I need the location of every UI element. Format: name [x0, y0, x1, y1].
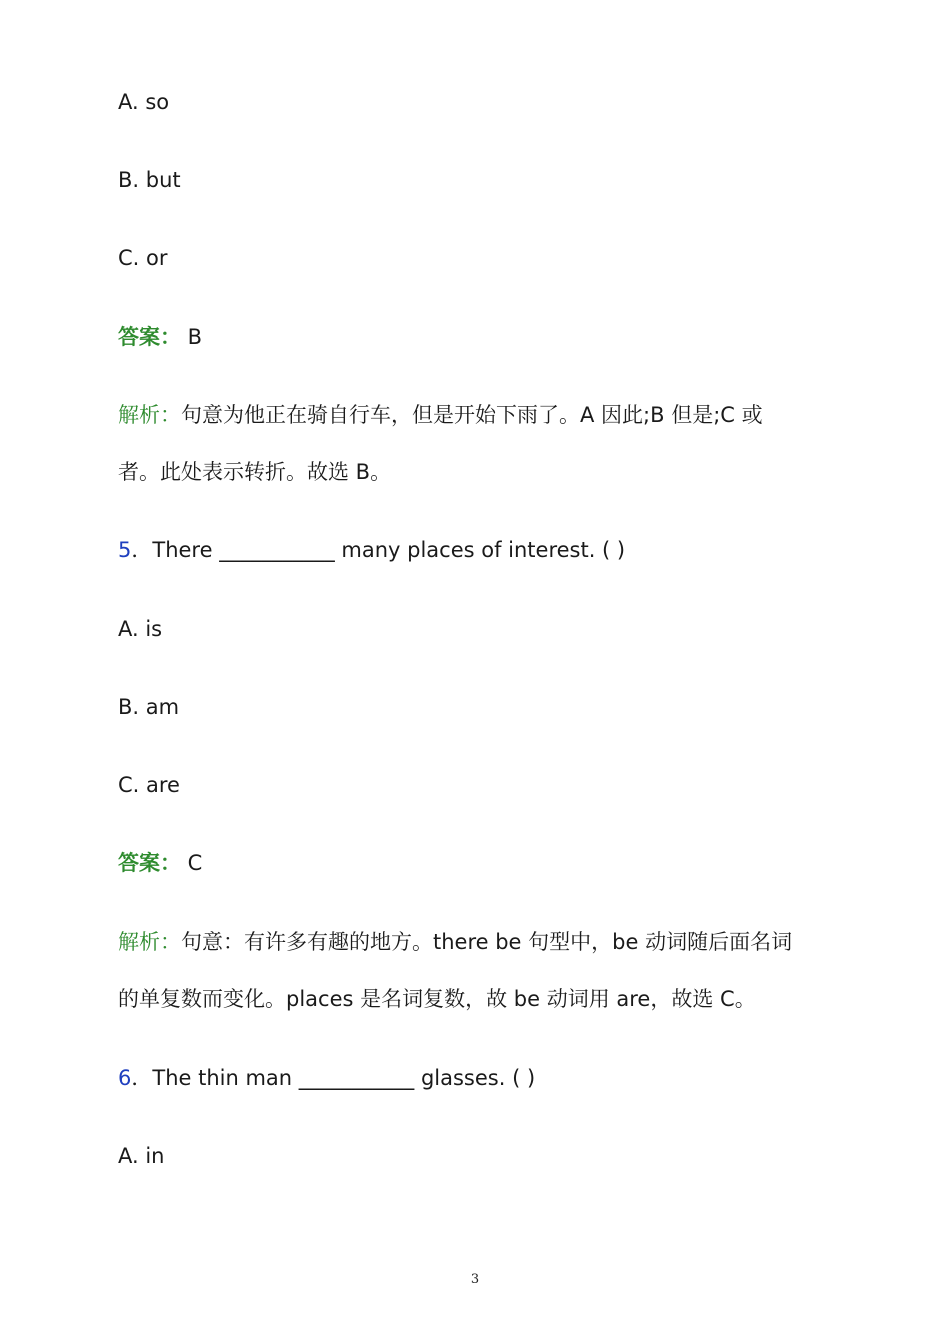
answer-value: C — [181, 851, 203, 875]
q5-answer — [118, 849, 202, 877]
analysis-label: 解析： — [118, 930, 181, 954]
analysis-text: 句意：有许多有趣的地方。there be 句型中，be 动词随后面名词 — [181, 930, 793, 954]
q5-option-b: B. am — [118, 695, 180, 719]
question-separator: ． — [131, 1066, 153, 1090]
question-number: 5 — [118, 538, 132, 562]
q6-option-a: A. in — [118, 1144, 165, 1168]
q4-answer — [118, 323, 202, 351]
question-separator: ． — [131, 538, 153, 562]
q5-analysis-line1 — [118, 928, 792, 956]
q6-stem — [118, 1064, 535, 1092]
question-text: There ___________ many places of interest. ( ) — [152, 538, 626, 562]
question-text: The thin man ___________ glasses. ( ) — [152, 1066, 536, 1090]
q5-stem — [118, 536, 625, 564]
analysis-label: 解析： — [118, 403, 181, 427]
analysis-text: 句意为他正在骑自行车，但是开始下雨了。A 因此;B 但是;C 或 — [181, 403, 763, 427]
question-number: 6 — [118, 1066, 132, 1090]
answer-label: 答案： — [118, 325, 181, 349]
q4-option-a: A. so — [118, 90, 170, 114]
q5-option-c: C. are — [118, 773, 180, 797]
q5-analysis-line2: 的单复数而变化。places 是名词复数，故 be 动词用 are，故选 C。 — [118, 987, 756, 1011]
q4-option-c: C. or — [118, 246, 168, 270]
answer-value: B — [181, 325, 203, 349]
q4-analysis-line1 — [118, 401, 763, 429]
q5-option-a: A. is — [118, 617, 163, 641]
q4-analysis-line2: 者。此处表示转折。故选 B。 — [118, 460, 392, 484]
answer-label: 答案： — [118, 851, 181, 875]
q4-option-b: B. but — [118, 168, 181, 192]
page-number: 3 — [470, 1272, 480, 1287]
